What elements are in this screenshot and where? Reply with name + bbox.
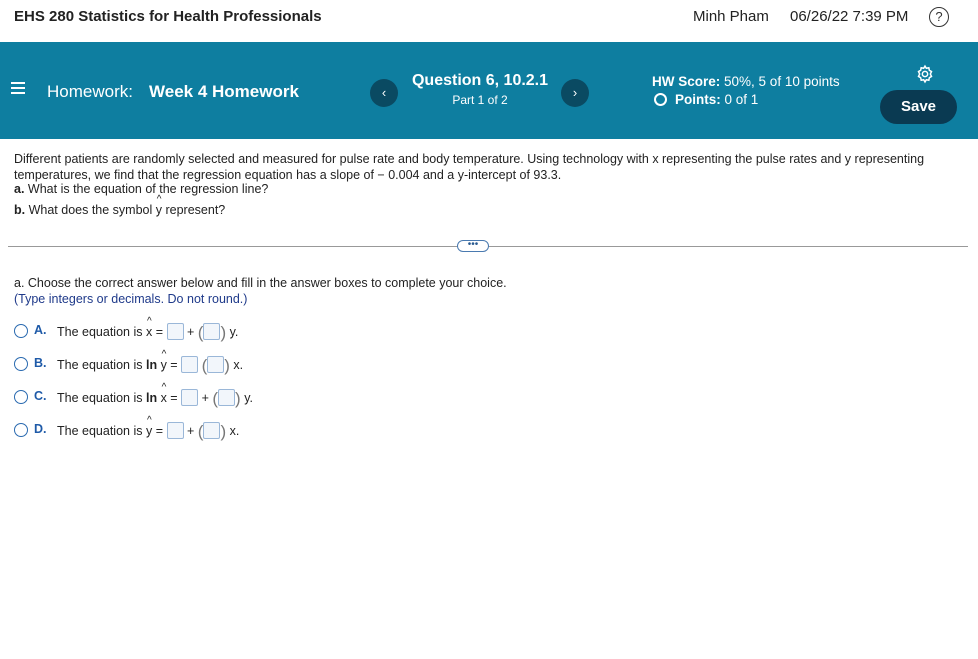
choice-c-letter: C.	[34, 389, 47, 403]
choice-d-letter: D.	[34, 422, 47, 436]
choice-b-equals: =	[170, 358, 178, 372]
top-bar	[0, 0, 978, 42]
question-part-a	[14, 182, 268, 196]
choice-b-intercept-input[interactable]	[181, 356, 198, 373]
choice-c-slope-input[interactable]	[218, 389, 235, 406]
choice-a-operator: +	[186, 325, 195, 339]
choice-a-variable: ^ x	[146, 325, 152, 339]
homework-name: Week 4 Homework	[149, 82, 299, 101]
part-b-text: What does the symbol	[28, 203, 153, 217]
choice-d-intercept-input[interactable]	[167, 422, 184, 439]
choice-b-text: The equation is ln ^ y = ( ) x.	[57, 356, 243, 376]
choice-b-letter: B.	[34, 356, 47, 370]
next-question-button[interactable]: ›	[561, 79, 589, 107]
gear-icon[interactable]	[915, 64, 935, 84]
choice-b-prefix: The equation is	[57, 358, 143, 372]
question-part: Part 1 of 2	[452, 93, 508, 107]
course-title: EHS 280 Statistics for Health Professionals	[14, 8, 322, 25]
datetime: 06/26/22 7:39 PM	[790, 8, 909, 25]
part-a-label: a.	[14, 182, 25, 196]
previous-question-button[interactable]: ‹	[370, 79, 398, 107]
choice-a-letter: A.	[34, 323, 47, 337]
choice-b-ln: ln	[145, 358, 158, 372]
answer-note: (Type integers or decimals. Do not round.)	[14, 292, 248, 306]
part-b-label: b.	[14, 203, 26, 217]
part-b-symbol: ^ y	[156, 203, 162, 217]
choice-d-equals: =	[155, 424, 164, 438]
choice-a-equals: =	[155, 325, 164, 339]
points	[654, 92, 758, 107]
question-text: Different patients are randomly selected and measured for pulse rate and body temperature. Using technology with x representing the pulse rates and y representing temperatures, we find that the regression equation has a slope of − 0.004 and a y-intercept of 93.3.	[14, 152, 925, 182]
choice-c-variable: ^ x	[161, 391, 167, 405]
choice-b-slope-input[interactable]	[207, 356, 224, 373]
save-button[interactable]: Save	[880, 90, 957, 124]
choice-d-prefix: The equation is	[57, 424, 143, 438]
choice-c-intercept-input[interactable]	[181, 389, 198, 406]
choice-c-suffix: y.	[244, 391, 253, 405]
points-label: Points:	[675, 92, 721, 107]
question-part-b	[14, 203, 225, 217]
choice-c-ln: ln	[145, 391, 158, 405]
hw-score-label: HW Score:	[652, 74, 721, 89]
part-b-tail: represent?	[165, 203, 226, 217]
user-name[interactable]: Minh Pham	[693, 8, 769, 25]
choice-d-text: The equation is ^ y = + ( ) x.	[57, 422, 239, 442]
choice-d-slope-input[interactable]	[203, 422, 220, 439]
choice-d-radio[interactable]	[14, 423, 28, 437]
choice-a-suffix: y.	[229, 325, 239, 339]
choice-d-variable: ^ y	[146, 424, 152, 438]
choice-b-variable: ^ y	[161, 358, 167, 372]
choice-a-slope-input[interactable]	[203, 323, 220, 340]
choice-d-operator: +	[186, 424, 195, 438]
choice-a-radio[interactable]	[14, 324, 28, 338]
choice-a-text: The equation is ^ x = + ( ) y.	[57, 323, 238, 343]
choice-c-radio[interactable]	[14, 390, 28, 404]
choice-c-equals: =	[170, 391, 178, 405]
part-a-text: What is the equation of the regression line?	[27, 182, 269, 196]
homework-label: Homework:	[47, 82, 133, 101]
choice-c-prefix: The equation is	[57, 391, 143, 405]
help-icon[interactable]: ?	[929, 7, 949, 27]
points-circle-icon	[654, 93, 667, 106]
points-value: 0 of 1	[724, 92, 759, 107]
choice-c-text: The equation is ln ^ x = + ( ) y.	[57, 389, 253, 409]
hw-score	[652, 74, 840, 89]
choice-a-prefix: The equation is	[57, 325, 143, 339]
choice-c-operator: +	[201, 391, 209, 405]
answer-instruction: a. Choose the correct answer below and fill in the answer boxes to complete your choice.	[14, 276, 507, 290]
menu-icon[interactable]	[11, 82, 25, 96]
expand-more-button[interactable]: •••	[457, 240, 489, 252]
choice-b-radio[interactable]	[14, 357, 28, 371]
question-title[interactable]: Question 6, 10.2.1	[411, 72, 549, 89]
choice-d-suffix: x.	[229, 424, 240, 438]
hw-score-value: 50%, 5 of 10 points	[724, 74, 840, 89]
choice-b-suffix: x.	[233, 358, 244, 372]
homework-header	[0, 42, 978, 139]
choice-a-intercept-input[interactable]	[167, 323, 184, 340]
